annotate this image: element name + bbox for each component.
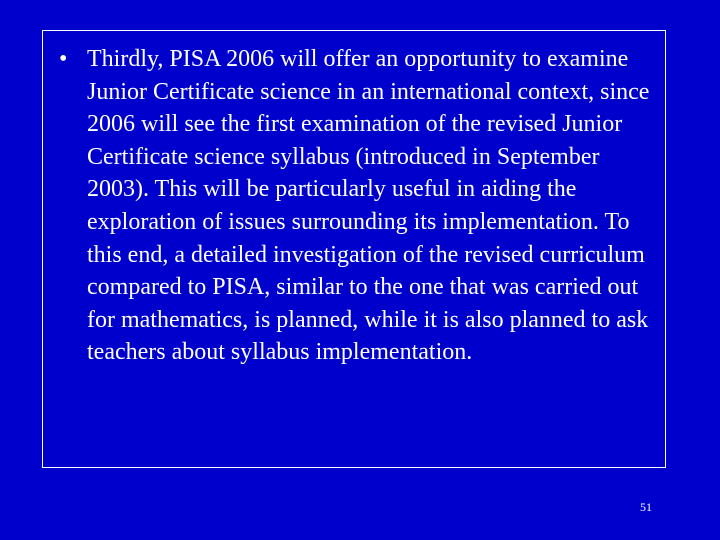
bullet-text: Thirdly, PISA 2006 will offer an opportunity to examine Junior Certificate science in an international context, since 2006 will see the first examination of the revised Junior Certificate science syllabus (introduced in September 2003). This will be particularly useful in aiding the exploration of issues surrounding its implementation. To this end, a detailed investigation of the revised curriculum compared to PISA, similar to the one that was carried out for mathematics, is planned, while it is also planned to ask teachers about syllabus implementation.	[87, 46, 650, 366]
bullet-item	[57, 43, 657, 369]
content-text-box	[42, 30, 666, 468]
slide-number: 51	[640, 500, 652, 514]
bullet-icon: •	[59, 46, 68, 72]
